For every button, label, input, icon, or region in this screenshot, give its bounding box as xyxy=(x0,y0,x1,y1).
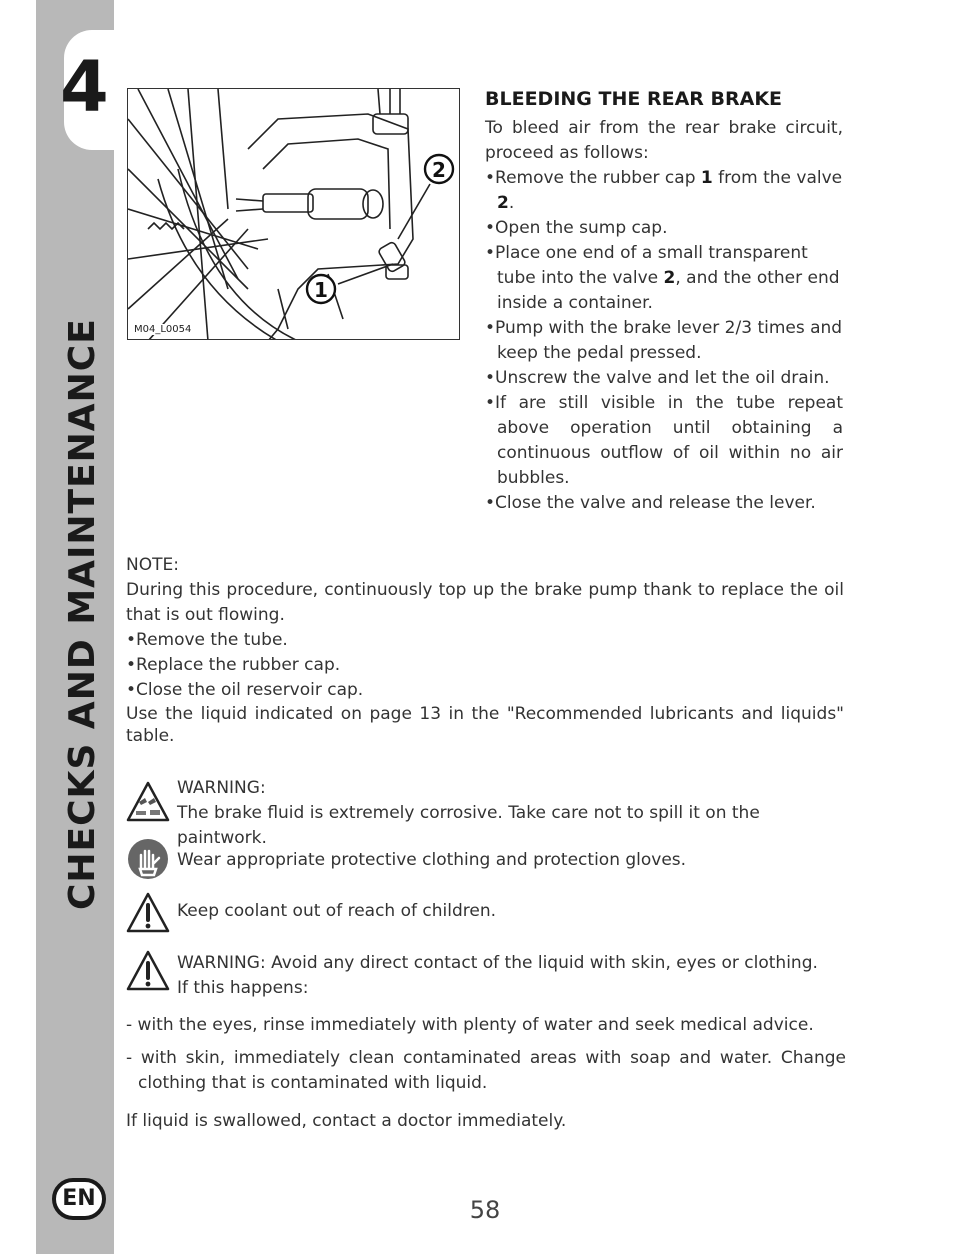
corrosive-hazard-icon xyxy=(126,780,170,824)
note-bullet: •Close the oil reservoir cap. xyxy=(126,680,364,700)
contact-warning-line: If this happens: xyxy=(177,978,309,998)
step-item: •If are still visible in the tube repeat above operation until obtaining a continuous outflow of oil within no air bubbles. xyxy=(485,393,843,488)
corrosive-warning-text xyxy=(177,776,845,851)
note-label: NOTE: xyxy=(126,555,179,575)
gloves-icon xyxy=(126,837,170,881)
gloves-warning-text: Wear appropriate protective clothing and protection gloves. xyxy=(177,850,687,870)
warning-body: The brake fluid is extremely corrosive. Take care not to spill it on the paintwork. xyxy=(177,803,760,848)
note-block xyxy=(126,553,844,747)
warning-triangle-icon xyxy=(126,949,170,993)
contact-warning-line: WARNING: Avoid any direct contact of the liquid with skin, eyes or clothing. xyxy=(177,953,818,973)
step-item: •Remove the rubber cap 1 from the valve 2. xyxy=(485,168,843,213)
chapter-number: 4 xyxy=(60,46,107,128)
first-aid-skin: - with skin, immediately clean contaminated areas with soap and water. Change clothing that is contaminated with liquid. xyxy=(126,1048,846,1093)
intro-text: To bleed air from the rear brake circuit, proceed as follows: xyxy=(485,118,843,163)
step-item: •Place one end of a small transparent tube into the valve 2, and the other end inside a container. xyxy=(485,243,840,313)
warning-triangle-icon xyxy=(126,891,170,935)
page-number: 58 xyxy=(469,1196,501,1224)
warning-label: WARNING: xyxy=(177,778,266,798)
step-item: •Close the valve and release the lever. xyxy=(485,493,816,513)
step-item: •Pump with the brake lever 2/3 times and keep the pedal pressed. xyxy=(485,318,843,363)
step-item: •Unscrew the valve and let the oil drain. xyxy=(485,368,830,388)
note-closing: Use the liquid indicated on page 13 in the "Recommended lubricants and liquids" table. xyxy=(126,704,844,746)
children-warning-text: Keep coolant out of reach of children. xyxy=(177,901,496,921)
section-heading: BLEEDING THE REAR BRAKE xyxy=(485,88,783,110)
figure-code: M04_L0054 xyxy=(134,324,192,335)
callout-1: 1 xyxy=(314,278,328,302)
callout-2: 2 xyxy=(432,158,446,182)
step-item: •Open the sump cap. xyxy=(485,218,668,238)
first-aid-eyes: - with the eyes, rinse immediately with plenty of water and seek medical advice. xyxy=(126,1015,814,1035)
note-text: During this procedure, continuously top up the brake pump thank to replace the oil that is out flowing. xyxy=(126,580,844,625)
language-badge: EN xyxy=(52,1178,106,1220)
first-aid-list xyxy=(126,1013,846,1104)
bleeding-section xyxy=(485,86,843,516)
brake-caliper-figure xyxy=(127,88,460,340)
swallowed-note: If liquid is swallowed, contact a doctor immediately. xyxy=(126,1111,567,1131)
note-bullet: •Remove the tube. xyxy=(126,630,288,650)
section-title: CHECKS AND MAINTENANCE xyxy=(62,318,103,910)
brake-caliper-drawing xyxy=(128,89,460,340)
contact-warning-text xyxy=(177,951,845,1001)
note-bullet: •Replace the rubber cap. xyxy=(126,655,341,675)
